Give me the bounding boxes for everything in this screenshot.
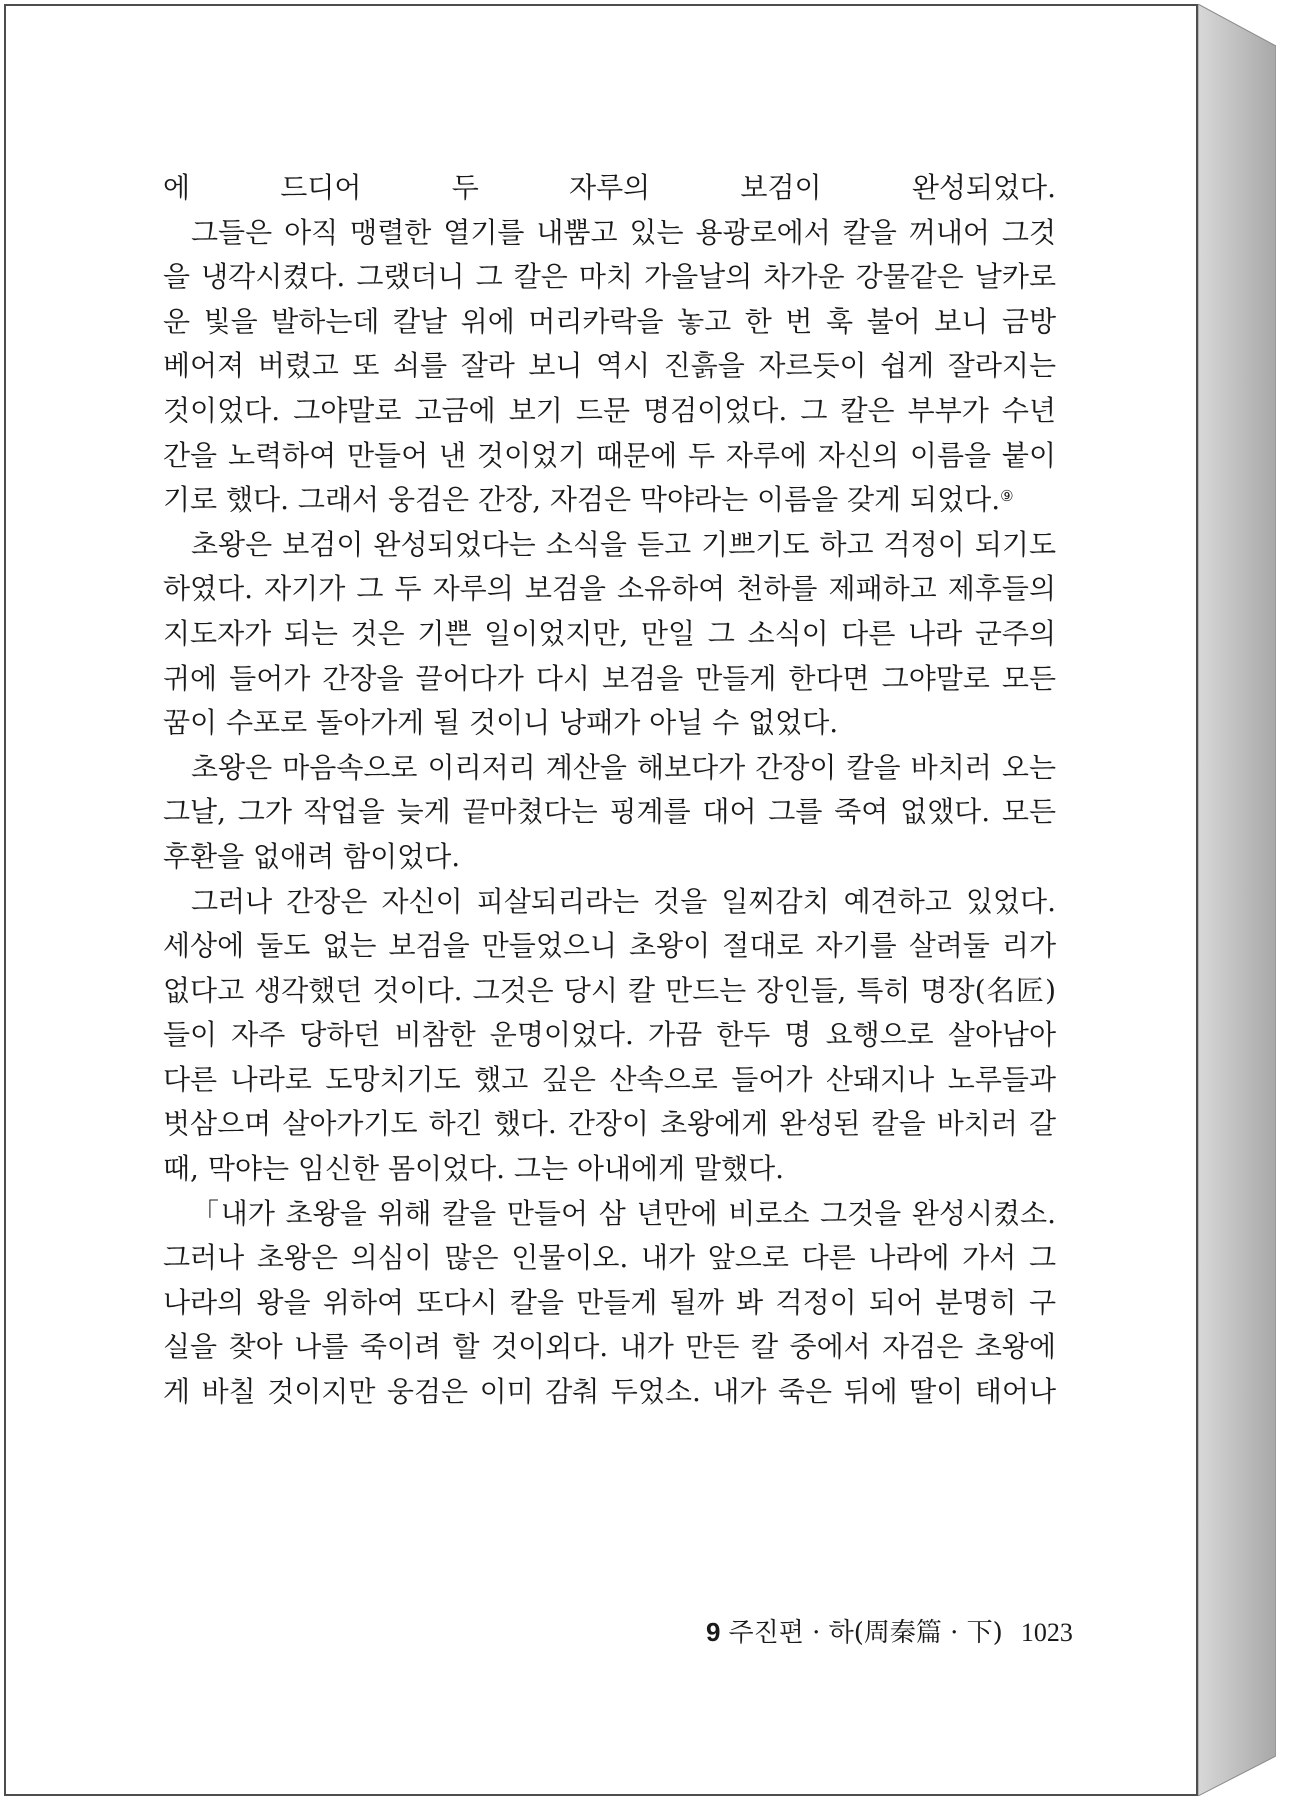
text-line: 그러나 초왕은 의심이 많은 인물이오. 내가 앞으로 다른 나라에 가서 그 [163, 1241, 1056, 1275]
text-line: 때, 막야는 임신한 몸이었다. 그는 아내에게 말했다. [163, 1152, 785, 1186]
footnote-marker: ⑨ [1000, 487, 1014, 506]
running-footer [706, 1612, 1073, 1649]
text-line: 「내가 초왕을 위해 칼을 만들어 삼 년만에 비로소 그것을 완성시켰소. [191, 1196, 1056, 1230]
text-line: 들이 자주 당하던 비참한 운명이었다. 가끔 한두 명 요행으로 살아남아 [163, 1018, 1056, 1052]
text-line: 것이었다. 그야말로 고금에 보기 드문 명검이었다. 그 칼은 부부가 수년 [163, 393, 1056, 427]
text-line: 베어져 버렸고 또 쇠를 잘라 보니 역시 진흙을 자르듯이 쉽게 잘라지는 [163, 349, 1056, 383]
text-line: 나라의 왕을 위하여 또다시 칼을 만들게 될까 봐 걱정이 되어 분명히 구 [163, 1285, 1056, 1319]
book-page [4, 4, 1198, 1796]
text-line: 꿈이 수포로 돌아가게 될 것이니 낭패가 아닐 수 없었다. [163, 706, 839, 740]
text-line: 없다고 생각했던 것이다. 그것은 당시 칼 만드는 장인들, 특히 명장(名匠) [163, 973, 1056, 1007]
text-line: 간을 노력하여 만들어 낸 것이었기 때문에 두 자루에 자신의 이름을 붙이 [163, 438, 1056, 472]
text-line: 초왕은 마음속으로 이리저리 계산을 해보다가 간장이 칼을 바치러 오는 [191, 750, 1056, 784]
text-line: 게 바칠 것이지만 웅검은 이미 감춰 두었소. 내가 죽은 뒤에 딸이 태어나 [163, 1375, 1056, 1409]
text-line: 귀에 들어가 간장을 끌어다가 다시 보검을 만들게 한다면 그야말로 모든 [163, 661, 1056, 695]
text-line: 실을 찾아 나를 죽이려 할 것이외다. 내가 만든 칼 중에서 자검은 초왕에 [163, 1330, 1056, 1364]
text-line: 하였다. 자기가 그 두 자루의 보검을 소유하여 천하를 제패하고 제후들의 [163, 572, 1056, 606]
text-line: 세상에 둘도 없는 보검을 만들었으니 초왕이 절대로 자기를 살려둘 리가 [163, 929, 1056, 963]
page-stack-edge [1198, 4, 1276, 1796]
page-number: 1023 [1020, 1618, 1073, 1647]
text-line: 초왕은 보검이 완성되었다는 소식을 듣고 기쁘기도 하고 걱정이 되기도 [191, 527, 1056, 561]
text-line: 벗삼으며 살아가기도 하긴 했다. 간장이 초왕에게 완성된 칼을 바치러 갈 [163, 1107, 1056, 1141]
text-line-with-footnote [163, 478, 1056, 523]
text-line: 그러나 간장은 자신이 피살되리라는 것을 일찌감치 예견하고 있었다. [191, 884, 1056, 918]
text-line: 후환을 없애려 함이었다. [163, 839, 461, 873]
text-line: 그날, 그가 작업을 늦게 끝마쳤다는 핑계를 대어 그를 죽여 없앴다. 모든 [163, 795, 1056, 829]
text-line: 지도자가 되는 것은 기쁜 일이었지만, 만일 그 소식이 다른 나라 군주의 [163, 616, 1056, 650]
text-line: 에 드디어 두 자루의 보검이 완성되었다. [163, 171, 1056, 204]
chapter-number: 9 [706, 1617, 721, 1647]
page-body-text [163, 166, 1056, 1415]
text-line-content: 기로 했다. 그래서 웅검은 간장, 자검은 막야라는 이름을 갖게 되었다. [163, 483, 1001, 517]
text-line: 그들은 아직 맹렬한 열기를 내뿜고 있는 용광로에서 칼을 꺼내어 그것 [191, 215, 1056, 249]
chapter-title: 주진편 · 하(周秦篇 · 下) [728, 1618, 1003, 1648]
text-line: 을 냉각시켰다. 그랬더니 그 칼은 마치 가을날의 차가운 강물같은 날카로 [163, 260, 1056, 294]
text-line: 다른 나라로 도망치기도 했고 깊은 산속으로 들어가 산돼지나 노루들과 [163, 1062, 1056, 1096]
text-line: 운 빛을 발하는데 칼날 위에 머리카락을 놓고 한 번 훅 불어 보니 금방 [163, 304, 1056, 338]
